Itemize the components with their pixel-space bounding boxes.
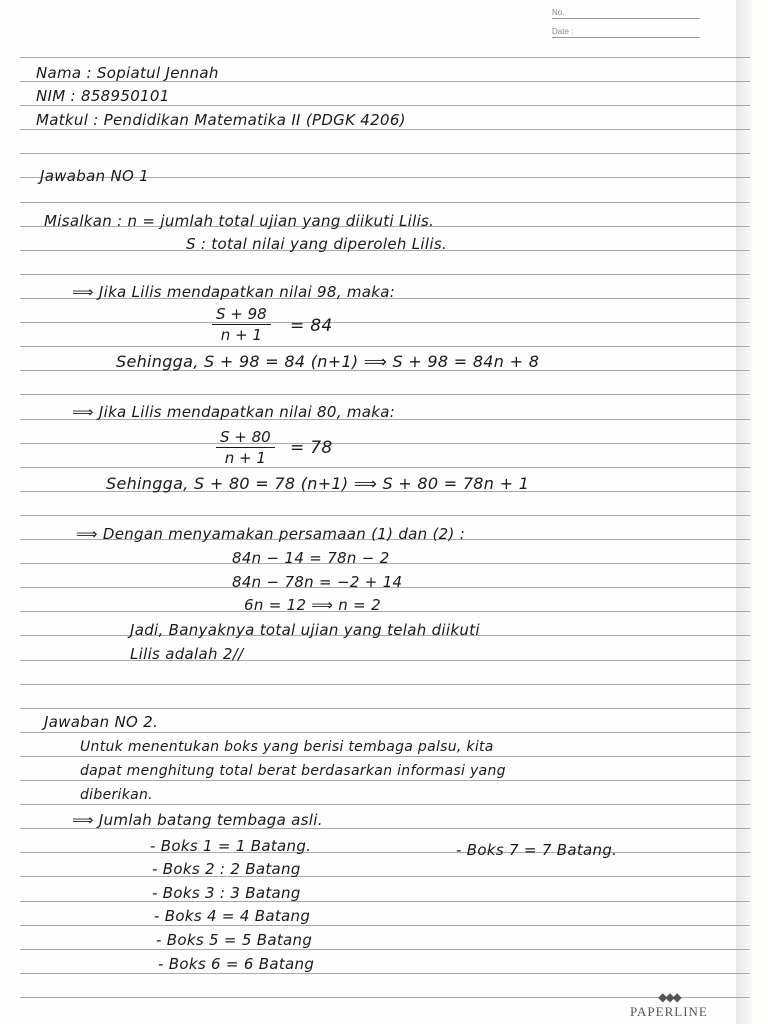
fraction-2 — [216, 427, 275, 468]
box-item: - Boks 6 = 6 Batang — [158, 955, 315, 973]
q1-title: Jawaban NO 1 — [40, 167, 150, 185]
ruled-line — [20, 394, 750, 395]
ruled-line — [20, 57, 750, 58]
q2-paragraph-2: dapat menghitung total berat berdasarkan informasi yang — [80, 763, 506, 779]
jumlah-text: ⟹ Jumlah batang tembaga asli. — [72, 811, 323, 829]
fraction-2-rhs: = 78 — [290, 438, 333, 458]
paperline-wordmark: PAPERLINE — [630, 1004, 708, 1019]
ruled-line — [20, 973, 750, 974]
box-item: - Boks 4 = 4 Batang — [154, 907, 311, 925]
fraction-2-denominator: n + 1 — [224, 449, 266, 467]
ruled-line — [20, 708, 750, 709]
date-label: Date : — [552, 27, 574, 36]
box-item-7: - Boks 7 = 7 Batang. — [456, 841, 618, 859]
no-line — [552, 18, 700, 19]
sehingga-2: Sehingga, S + 80 = 78 (n+1) ⟹ S + 80 = 78n + 1 — [106, 474, 530, 493]
q2-title: Jawaban NO 2. — [44, 713, 159, 731]
q2-paragraph-3: diberikan. — [80, 787, 153, 803]
ruled-line — [20, 732, 750, 733]
ruled-line — [20, 274, 750, 275]
fraction-1-numerator: S + 98 — [212, 304, 271, 325]
paperline-logo — [630, 990, 708, 1020]
ruled-line — [20, 876, 750, 877]
nim-line: NIM : 858950101 — [36, 87, 170, 105]
ruled-line — [20, 684, 750, 685]
ruled-line — [20, 467, 750, 468]
ruled-line — [20, 611, 750, 612]
date-line — [552, 37, 700, 38]
misalkan-n: Misalkan : n = jumlah total ujian yang diikuti Lilis. — [44, 212, 435, 230]
ruled-line — [20, 443, 750, 444]
fraction-1 — [212, 304, 271, 345]
conclusion-2: Lilis adalah 2// — [130, 645, 244, 663]
box-item: - Boks 2 : 2 Batang — [152, 860, 301, 878]
no-label: No. — [552, 8, 565, 17]
case1-text: ⟹ Jika Lilis mendapatkan nilai 98, maka: — [72, 283, 396, 301]
q2-paragraph-1: Untuk menentukan boks yang berisi tembaga palsu, kita — [80, 739, 494, 755]
ruled-line — [20, 515, 750, 516]
matkul-line: Matkul : Pendidikan Matematika II (PDGK 4206) — [36, 111, 406, 129]
ruled-line — [20, 949, 750, 950]
conclusion-1: Jadi, Banyaknya total ujian yang telah diikuti — [130, 621, 480, 639]
case2-text: ⟹ Jika Lilis mendapatkan nilai 80, maka: — [72, 403, 396, 421]
ruled-line — [20, 852, 750, 853]
sehingga-1: Sehingga, S + 98 = 84 (n+1) ⟹ S + 98 = 84n + 8 — [116, 352, 540, 371]
nama-line: Nama : Sopiatul Jennah — [36, 64, 219, 82]
dengan-text: ⟹ Dengan menyamakan persamaan (1) dan (2) : — [76, 525, 466, 543]
paperline-mark-icon: ◆◆◆ — [658, 990, 680, 1004]
box-item: - Boks 3 : 3 Batang — [152, 884, 301, 902]
ruled-line — [20, 322, 750, 323]
ruled-line — [20, 346, 750, 347]
ruled-line — [20, 925, 750, 926]
equation-3: 6n = 12 ⟹ n = 2 — [244, 596, 381, 614]
misalkan-s: S : total nilai yang diperoleh Lilis. — [186, 235, 448, 253]
fraction-1-rhs: = 84 — [290, 316, 333, 336]
ruled-line — [20, 202, 750, 203]
fraction-1-denominator: n + 1 — [220, 326, 262, 344]
ruled-line — [20, 153, 750, 154]
equation-2: 84n − 78n = −2 + 14 — [232, 573, 403, 591]
box-item: - Boks 5 = 5 Batang — [156, 931, 313, 949]
fraction-2-numerator: S + 80 — [216, 427, 275, 448]
box-item: - Boks 1 = 1 Batang. — [150, 837, 312, 855]
equation-1: 84n − 14 = 78n − 2 — [232, 549, 390, 567]
ruled-line — [20, 901, 750, 902]
